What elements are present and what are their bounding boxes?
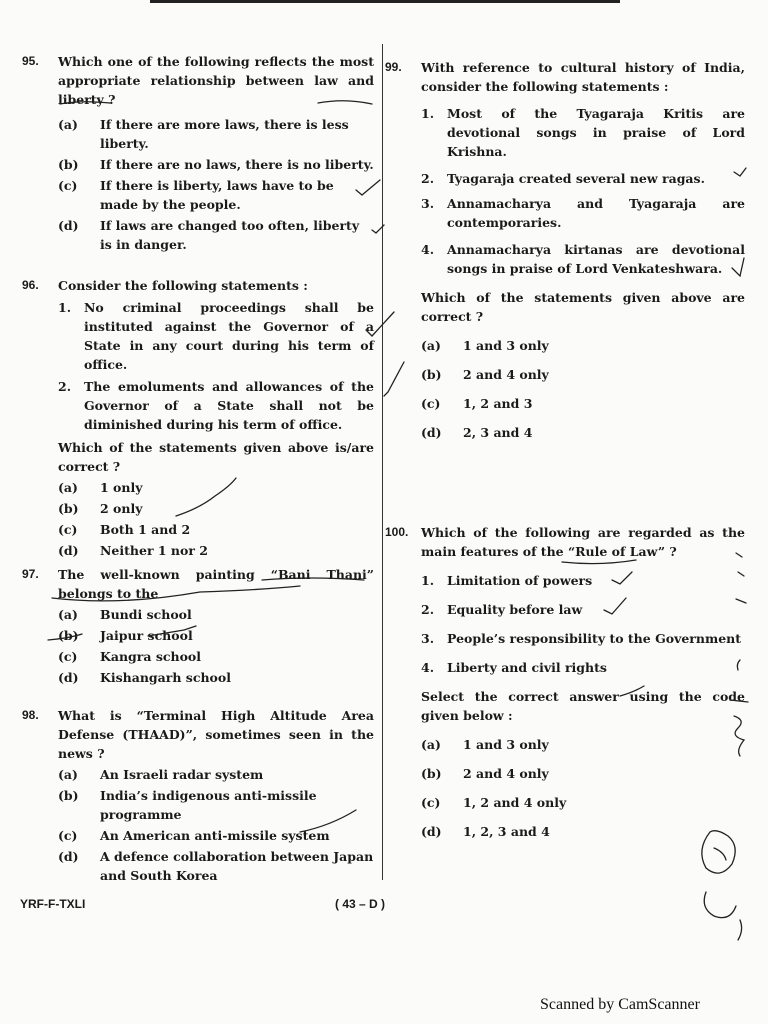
- option-a[interactable]: (a) If there are more laws, there is less liberty.: [58, 117, 349, 151]
- option-a[interactable]: (a) Bundi school: [58, 607, 192, 622]
- question-stem: With reference to cultural history of India, consider the following statements :: [421, 60, 745, 94]
- option-b[interactable]: (b) India’s indigenous anti-missile programme: [58, 788, 317, 822]
- statement-3: 3. Annamacharya and Tyagaraja are contemporaries.: [421, 196, 745, 230]
- paper-code: YRF-F-TXLI: [20, 897, 86, 911]
- question-number: 97.: [22, 567, 39, 581]
- option-a[interactable]: (a) 1 and 3 only: [421, 737, 549, 752]
- question-follow: Which of the statements given above is/are correct ?: [58, 440, 374, 474]
- option-c[interactable]: (c) 1, 2 and 4 only: [421, 795, 567, 810]
- option-a[interactable]: (a) An Israeli radar system: [58, 767, 264, 782]
- question-stem: What is “Terminal High Altitude Area Defense (THAAD)”, sometimes seen in the news ?: [58, 708, 374, 761]
- option-c[interactable]: (c) Kangra school: [58, 649, 201, 664]
- option-b[interactable]: (b) 2 and 4 only: [421, 766, 549, 781]
- question-99: [385, 58, 745, 442]
- option-c[interactable]: (c) 1, 2 and 3: [421, 396, 533, 411]
- question-follow: Which of the statements given above are correct ?: [421, 290, 745, 324]
- question-number: 98.: [22, 708, 39, 722]
- question-97: [22, 565, 374, 687]
- statement-2: 2. Equality before law: [421, 602, 583, 617]
- option-b[interactable]: (b) If there are no laws, there is no liberty.: [58, 157, 374, 172]
- statement-2: 2. Tyagaraja created several new ragas.: [421, 171, 705, 186]
- question-95: [22, 52, 374, 254]
- option-d[interactable]: (d) If laws are changed too often, liberty is in danger.: [58, 218, 360, 252]
- statement-1: 1. Most of the Tyagaraja Kritis are devotional songs in praise of Lord Krishna.: [421, 106, 745, 159]
- top-rule: [150, 0, 620, 3]
- question-stem: Which of the following are regarded as the main features of the “Rule of Law” ?: [421, 525, 745, 559]
- question-100: [385, 523, 745, 841]
- question-number: 95.: [22, 54, 39, 68]
- option-c[interactable]: (c) An American anti-missile system: [58, 828, 330, 843]
- option-b[interactable]: (b) 2 and 4 only: [421, 367, 549, 382]
- scribble-mark: [704, 892, 736, 918]
- column-divider: [382, 44, 383, 880]
- statement-4: 4. Liberty and civil rights: [421, 660, 607, 675]
- question-number: 96.: [22, 278, 39, 292]
- option-d[interactable]: (d) Neither 1 nor 2: [58, 543, 208, 558]
- question-stem: The well-known painting “Bani Thani” belongs to the: [58, 567, 374, 601]
- option-b[interactable]: (b) 2 only: [58, 501, 143, 516]
- question-96: [22, 276, 374, 560]
- question-stem: Which one of the following reflects the most appropriate relationship between law and liberty ?: [58, 54, 374, 107]
- statement-1: 1. Limitation of powers: [421, 573, 593, 588]
- page-number: ( 43 – D ): [335, 897, 386, 911]
- scribble-mark: [714, 848, 726, 860]
- option-a[interactable]: (a) 1 and 3 only: [421, 338, 549, 353]
- option-a[interactable]: (a) 1 only: [58, 480, 143, 495]
- question-stem: Consider the following statements :: [58, 278, 308, 293]
- question-98: [22, 706, 374, 885]
- option-d[interactable]: (d) Kishangarh school: [58, 670, 231, 685]
- statement-2: 2. The emoluments and allowances of the Governor of a State shall not be diminished during his term of office.: [58, 379, 374, 432]
- option-b[interactable]: (b) Jaipur school: [58, 628, 193, 643]
- statement-3: 3. People’s responsibility to the Government: [421, 631, 742, 646]
- statement-4: 4. Annamacharya kirtanas are devotional songs in praise of Lord Venkateshwara.: [421, 242, 745, 276]
- question-number: 100.: [385, 525, 409, 539]
- question-number: 99.: [385, 60, 402, 74]
- option-c[interactable]: (c) Both 1 and 2: [58, 522, 191, 537]
- option-d[interactable]: (d) A defence collaboration between Japan and South Korea: [58, 849, 374, 883]
- scribble-mark: [738, 920, 742, 940]
- option-d[interactable]: (d) 2, 3 and 4: [421, 425, 533, 440]
- option-d[interactable]: (d) 1, 2, 3 and 4: [421, 824, 550, 839]
- statement-1: 1. No criminal proceedings shall be instituted against the Governor of a State in any court during his term of office.: [58, 300, 374, 372]
- option-c[interactable]: (c) If there is liberty, laws have to be made by the people.: [58, 178, 334, 212]
- question-follow: Select the correct answer using the code given below :: [421, 689, 745, 723]
- scanner-watermark: Scanned by CamScanner: [540, 996, 700, 1013]
